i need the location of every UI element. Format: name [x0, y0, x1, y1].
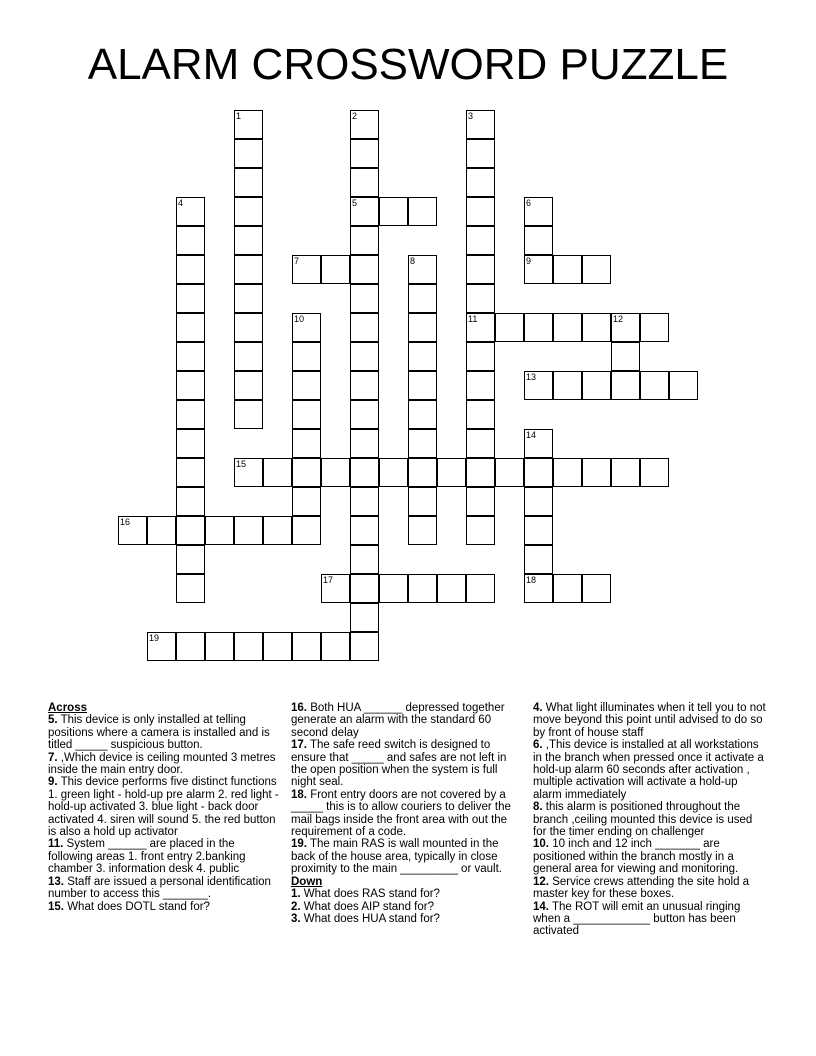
- grid-cell[interactable]: [350, 400, 379, 429]
- grid-cell[interactable]: [582, 255, 611, 284]
- grid-cell[interactable]: [350, 226, 379, 255]
- clue-down-10: [533, 838, 767, 875]
- clue-number: 11: [468, 314, 478, 324]
- clue-across-11: [48, 838, 282, 875]
- clue-number: 11.: [48, 838, 64, 851]
- grid-cell[interactable]: [582, 574, 611, 603]
- grid-cell[interactable]: [234, 342, 263, 371]
- clue-across-9: [48, 776, 282, 838]
- grid-cell[interactable]: [350, 197, 379, 226]
- grid-cell[interactable]: [466, 429, 495, 458]
- grid-cell[interactable]: [408, 255, 437, 284]
- clue-number: 19: [149, 633, 160, 643]
- grid-cell[interactable]: [495, 458, 524, 487]
- clue-number: 8: [410, 256, 416, 266]
- grid-cell[interactable]: [292, 487, 321, 516]
- grid-cell[interactable]: [234, 371, 263, 400]
- clue-across-7: [48, 752, 282, 777]
- grid-cell[interactable]: [582, 371, 611, 400]
- grid-cell[interactable]: [669, 371, 698, 400]
- grid-cell[interactable]: [176, 400, 205, 429]
- clue-number: 5.: [48, 714, 58, 727]
- grid-cell[interactable]: [292, 400, 321, 429]
- clue-text: 10 inch and 12 inch _______ are positioned within the branch mostly in a general area for viewing and monitoring.: [533, 838, 739, 876]
- grid-cell[interactable]: [408, 284, 437, 313]
- clue-number: 1: [236, 111, 242, 121]
- grid-cell[interactable]: [176, 371, 205, 400]
- clue-text: Both HUA ______ depressed together generate an alarm with the standard 60 second delay: [291, 702, 505, 739]
- clue-number: 6.: [533, 739, 543, 752]
- clue-number: 4.: [533, 702, 543, 714]
- clue-text: this alarm is positioned throughout the branch ,ceiling mounted this device is used for the timer ending on challenger: [533, 801, 753, 839]
- grid-cell[interactable]: [176, 487, 205, 516]
- grid-cell[interactable]: [176, 458, 205, 487]
- grid-cell[interactable]: [466, 371, 495, 400]
- clue-number: 14: [526, 430, 537, 440]
- clue-number: 17.: [291, 739, 307, 752]
- clue-text: What does AIP stand for?: [300, 900, 434, 913]
- grid-cell[interactable]: [263, 516, 292, 545]
- clue-across-19: [291, 838, 525, 875]
- clue-number: 9.: [48, 776, 58, 789]
- clue-down-14: [533, 901, 767, 938]
- grid-cell[interactable]: [176, 255, 205, 284]
- grid-cell[interactable]: [234, 458, 263, 487]
- grid-cell[interactable]: [466, 574, 495, 603]
- grid-cell[interactable]: [292, 458, 321, 487]
- grid-cell[interactable]: [524, 545, 553, 574]
- grid-cell[interactable]: [379, 574, 408, 603]
- grid-cell[interactable]: [292, 632, 321, 661]
- clue-text: The main RAS is wall mounted in the back of the house area, typically in close proximity to the main _________ or vault.: [291, 838, 502, 876]
- grid-cell[interactable]: [147, 632, 176, 661]
- grid-cell[interactable]: [234, 313, 263, 342]
- grid-cell[interactable]: [205, 516, 234, 545]
- clue-number: 7: [294, 256, 300, 266]
- grid-cell[interactable]: [640, 313, 669, 342]
- clue-down-3: [291, 913, 525, 925]
- grid-cell[interactable]: [176, 632, 205, 661]
- grid-cell[interactable]: [234, 197, 263, 226]
- clue-text: Front entry doors are not covered by a _____ this is to allow couriers to deliver the mail bags inside the front area with out the requirement of a code.: [291, 788, 511, 839]
- clue-number: 13.: [48, 875, 64, 888]
- grid-cell[interactable]: [176, 284, 205, 313]
- grid-cell[interactable]: [176, 429, 205, 458]
- clue-number: 16: [120, 517, 131, 527]
- grid-cell[interactable]: [408, 574, 437, 603]
- grid-cell[interactable]: [408, 487, 437, 516]
- grid-cell[interactable]: [234, 284, 263, 313]
- across-header: Across: [48, 702, 87, 714]
- grid-cell[interactable]: [582, 313, 611, 342]
- clue-down-2: [291, 901, 525, 913]
- grid-cell[interactable]: [350, 110, 379, 139]
- grid-cell[interactable]: [350, 313, 379, 342]
- grid-cell[interactable]: [466, 110, 495, 139]
- grid-cell[interactable]: [176, 342, 205, 371]
- clue-number: 13: [526, 372, 537, 382]
- grid-cell[interactable]: [553, 313, 582, 342]
- clue-across-17: [291, 739, 525, 789]
- grid-cell[interactable]: [611, 458, 640, 487]
- grid-cell[interactable]: [640, 371, 669, 400]
- grid-cell[interactable]: [350, 574, 379, 603]
- clue-down-4: [533, 702, 767, 739]
- clue-number: 12.: [533, 875, 549, 888]
- clue-number: 10.: [533, 838, 549, 851]
- grid-cell[interactable]: [611, 371, 640, 400]
- grid-cell[interactable]: [350, 371, 379, 400]
- grid-cell[interactable]: [292, 371, 321, 400]
- grid-cell[interactable]: [408, 516, 437, 545]
- grid-cell[interactable]: [437, 458, 466, 487]
- clue-down-1: [291, 888, 525, 900]
- clue-across-18: [291, 789, 525, 839]
- grid-cell[interactable]: [466, 284, 495, 313]
- grid-cell[interactable]: [466, 197, 495, 226]
- grid-cell[interactable]: [408, 342, 437, 371]
- grid-cell[interactable]: [379, 458, 408, 487]
- grid-cell[interactable]: [263, 458, 292, 487]
- clue-number: 17: [323, 575, 334, 585]
- grid-cell[interactable]: [234, 139, 263, 168]
- clue-number: 12: [613, 314, 624, 324]
- clue-number: 3: [468, 111, 474, 121]
- grid-cell[interactable]: [292, 516, 321, 545]
- clue-text: What does DOTL stand for?: [64, 900, 210, 913]
- grid-cell[interactable]: [234, 226, 263, 255]
- clue-across-15: [48, 901, 282, 913]
- grid-cell[interactable]: [118, 516, 147, 545]
- clue-number: 19.: [291, 838, 307, 851]
- grid-cell[interactable]: [234, 632, 263, 661]
- clue-number: 9: [526, 256, 532, 266]
- grid-cell[interactable]: [553, 574, 582, 603]
- clue-text: The safe reed switch is designed to ensure that _____ and safes are not left in the open position when the system is full night seal.: [291, 739, 507, 789]
- grid-cell[interactable]: [321, 632, 350, 661]
- grid-cell[interactable]: [321, 574, 350, 603]
- grid-cell[interactable]: [495, 313, 524, 342]
- grid-cell[interactable]: [176, 574, 205, 603]
- grid-cell[interactable]: [437, 574, 466, 603]
- clue-number: 1.: [291, 888, 301, 901]
- clue-number: 14.: [533, 900, 549, 913]
- clue-across-16: [291, 702, 525, 739]
- grid-cell[interactable]: [408, 400, 437, 429]
- grid-cell[interactable]: [379, 197, 408, 226]
- grid-cell[interactable]: [524, 574, 553, 603]
- clues-column-2: [291, 702, 525, 925]
- grid-cell[interactable]: [350, 255, 379, 284]
- grid-cell[interactable]: [176, 226, 205, 255]
- grid-cell[interactable]: [176, 313, 205, 342]
- clue-number: 18: [526, 575, 537, 585]
- grid-cell[interactable]: [176, 516, 205, 545]
- grid-cell[interactable]: [611, 313, 640, 342]
- grid-cell[interactable]: [524, 313, 553, 342]
- clue-text: What does HUA stand for?: [300, 912, 440, 925]
- grid-cell[interactable]: [234, 168, 263, 197]
- clue-down-12: [533, 876, 767, 901]
- grid-cell[interactable]: [350, 429, 379, 458]
- grid-cell[interactable]: [466, 168, 495, 197]
- clue-down-8: [533, 801, 767, 838]
- grid-cell[interactable]: [350, 545, 379, 574]
- clue-text: ,This device is installed at all workstations in the branch when pressed once it activate a hold-up alarm 60 seconds after activation , multiple activation will activate a hold-up alarm immediately: [533, 739, 764, 801]
- grid-cell[interactable]: [292, 342, 321, 371]
- grid-cell[interactable]: [466, 226, 495, 255]
- clue-text: ,Which device is ceiling mounted 3 metres inside the main entry door.: [48, 751, 276, 777]
- clues-column-1: [48, 702, 282, 913]
- clue-text: What light illuminates when it tell you to not move beyond this point until advised to do so by front of house staff: [533, 702, 766, 739]
- grid-cell[interactable]: [524, 429, 553, 458]
- grid-cell[interactable]: [292, 255, 321, 284]
- clue-number: 8.: [533, 801, 543, 814]
- grid-cell[interactable]: [524, 516, 553, 545]
- grid-cell[interactable]: [524, 255, 553, 284]
- grid-cell[interactable]: [466, 313, 495, 342]
- grid-cell[interactable]: [350, 342, 379, 371]
- grid-cell[interactable]: [234, 110, 263, 139]
- clue-number: 10: [294, 314, 305, 324]
- grid-cell[interactable]: [466, 400, 495, 429]
- clue-number: 7.: [48, 751, 58, 764]
- clue-across-13: [48, 876, 282, 901]
- grid-cell[interactable]: [582, 458, 611, 487]
- grid-cell[interactable]: [466, 516, 495, 545]
- grid-cell[interactable]: [321, 255, 350, 284]
- grid-cell[interactable]: [408, 371, 437, 400]
- clue-text: The ROT will emit an unusual ringing when a ____________ button has been activated: [533, 900, 741, 938]
- grid-cell[interactable]: [234, 255, 263, 284]
- clue-text: Service crews attending the site hold a master key for these boxes.: [533, 875, 750, 901]
- grid-cell[interactable]: [176, 197, 205, 226]
- clue-number: 18.: [291, 788, 307, 801]
- grid-cell[interactable]: [350, 168, 379, 197]
- grid-cell[interactable]: [350, 603, 379, 632]
- grid-cell[interactable]: [466, 139, 495, 168]
- grid-cell[interactable]: [611, 342, 640, 371]
- grid-cell[interactable]: [350, 632, 379, 661]
- clue-number: 2.: [291, 900, 301, 913]
- grid-cell[interactable]: [408, 313, 437, 342]
- grid-cell[interactable]: [408, 197, 437, 226]
- clue-number: 4: [178, 198, 184, 208]
- clue-text: This device performs five distinct functions 1. green light - hold-up pre alarm 2. red light - hold-up activated 3. blue light - back door activated 4. siren will sound 5. the red button is also a hold up activator: [48, 776, 279, 839]
- grid-cell[interactable]: [350, 139, 379, 168]
- grid-cell[interactable]: [524, 458, 553, 487]
- grid-cell[interactable]: [553, 255, 582, 284]
- grid-cell[interactable]: [466, 458, 495, 487]
- clue-text: This device is only installed at telling positions where a camera is installed and is titled _____ suspicious button.: [48, 714, 270, 752]
- grid-cell[interactable]: [350, 284, 379, 313]
- grid-cell[interactable]: [321, 458, 350, 487]
- clue-across-5: [48, 714, 282, 751]
- grid-cell[interactable]: [350, 516, 379, 545]
- grid-cell[interactable]: [408, 429, 437, 458]
- grid-cell[interactable]: [408, 458, 437, 487]
- clue-down-6: [533, 739, 767, 801]
- grid-cell[interactable]: [292, 429, 321, 458]
- clue-number: 15: [236, 459, 247, 469]
- grid-cell[interactable]: [147, 516, 176, 545]
- clue-number: 3.: [291, 912, 301, 925]
- clue-text: Staff are issued a personal identification number to access this _______.: [48, 875, 271, 901]
- grid-cell[interactable]: [292, 313, 321, 342]
- grid-cell[interactable]: [524, 197, 553, 226]
- puzzle-title: ALARM CROSSWORD PUZZLE: [87, 40, 729, 89]
- clues-column-3: [533, 702, 767, 938]
- grid-cell[interactable]: [234, 516, 263, 545]
- grid-cell[interactable]: [234, 400, 263, 429]
- grid-cell[interactable]: [553, 371, 582, 400]
- grid-cell[interactable]: [176, 545, 205, 574]
- grid-cell[interactable]: [553, 458, 582, 487]
- clue-number: 2: [352, 111, 358, 121]
- grid-cell[interactable]: [350, 458, 379, 487]
- down-header: Down: [291, 875, 323, 888]
- clue-number: 6: [526, 198, 532, 208]
- grid-cell[interactable]: [205, 632, 234, 661]
- grid-cell[interactable]: [263, 632, 292, 661]
- grid-cell[interactable]: [524, 487, 553, 516]
- grid-cell[interactable]: [524, 371, 553, 400]
- clue-text: What does RAS stand for?: [300, 888, 440, 901]
- clue-number: 16.: [291, 702, 307, 714]
- grid-cell[interactable]: [640, 458, 669, 487]
- clue-number: 5: [352, 198, 358, 208]
- grid-cell[interactable]: [350, 487, 379, 516]
- clue-number: 15.: [48, 900, 64, 913]
- grid-cell[interactable]: [466, 255, 495, 284]
- clue-text: System ______ are placed in the following areas 1. front entry 2.banking chamber 3. information desk 4. public: [48, 838, 246, 876]
- grid-cell[interactable]: [466, 342, 495, 371]
- grid-cell[interactable]: [466, 487, 495, 516]
- grid-cell[interactable]: [524, 226, 553, 255]
